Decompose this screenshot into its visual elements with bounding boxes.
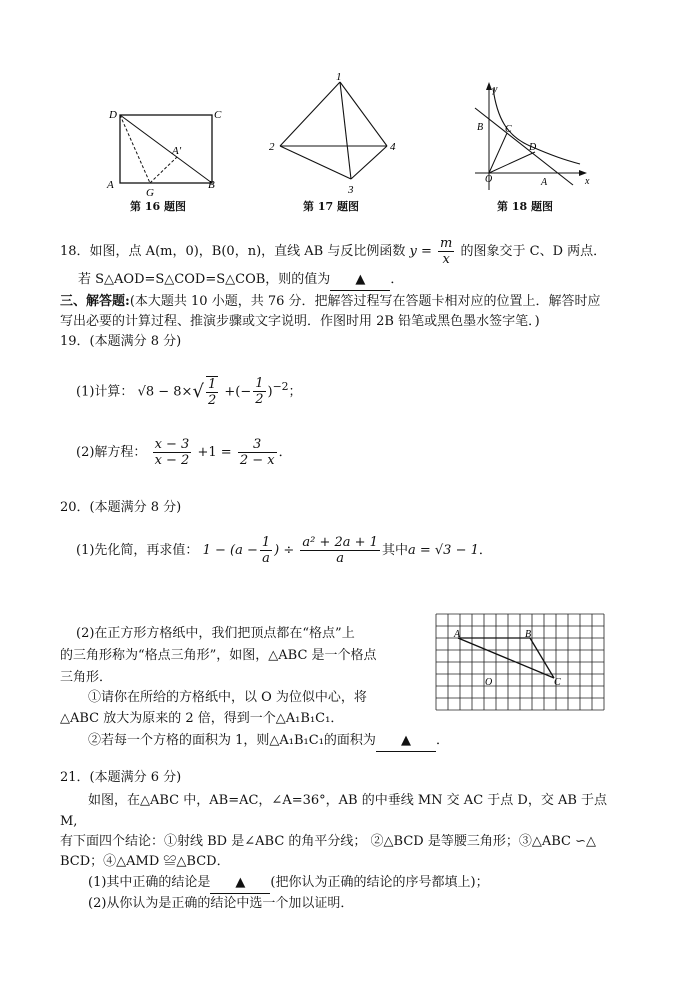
fig18-y-arrow — [486, 82, 492, 90]
fig18-label-o: O — [485, 174, 493, 185]
fig18-seg-oc — [489, 133, 507, 173]
q20-p1-fraction-1: $\frac{1}{a}$ — [261, 535, 271, 566]
fig16-dashed-ga — [150, 157, 177, 183]
q20-p1-expr-a: 1 − (a − — [202, 543, 258, 558]
q19-header: 19．(本题满分 8 分) — [60, 334, 182, 349]
fig17-label-4: 4 — [390, 141, 396, 153]
fig17-edge-1-2 — [280, 82, 340, 146]
fig16-label-c: C — [214, 109, 222, 121]
fig16-fold-dg — [120, 115, 150, 183]
figure-18 — [455, 78, 595, 198]
figure-17 — [265, 72, 405, 197]
section3-text1: (本大题共 10 小题，共 76 分．把解答过程写在答题卡相对应的位置上．解答时应 — [129, 294, 601, 309]
grid-label-o: O — [485, 677, 493, 688]
q21-line3: 有下面四个结论：①射线 BD 是∠ABC 的角平分线； ②△BCD 是等腰三角形；③△ABC ∽△ — [60, 834, 596, 849]
q19-p1-expr-b: +(− — [224, 384, 252, 400]
q20-part1: (1)先化简，再求值： 1 − (a − $\frac{1}{a}$ ) ÷ $\frac{\text{a² + 2a + 1}}{a}$ 其中a = √3 − 1． — [76, 535, 492, 566]
section3-title: 三、解答题: — [60, 294, 130, 309]
q18-line2: 若 S△AOD=S△COD=S△COB，则的值为 ▲ ． — [78, 270, 403, 291]
q20-grid-figure — [434, 612, 614, 718]
q20-p2-line6: ②若每一个方格的面积为 1，则△A₁B₁C₁的面积为 ▲ ． — [88, 731, 449, 752]
q19-p1-label: (1)计算： — [76, 384, 134, 400]
sqrt-sign-icon: √ — [192, 380, 204, 402]
fig18-label-y: y — [493, 84, 498, 95]
q19-p2-left-fraction: $\frac{x - 3}{x - 2}$ — [154, 437, 190, 468]
fig16-label-d: D — [109, 109, 117, 121]
figure-16 — [100, 100, 225, 200]
q20-p2-line3: 三角形． — [60, 670, 113, 685]
fig18-label-b: B — [477, 122, 484, 133]
q20-p1-label: (1)先化简，再求值： — [76, 543, 199, 558]
q21-ask: (1)其中正确的结论是 — [88, 875, 211, 890]
fig16-caption: 第 16 题图 — [130, 200, 186, 213]
fig17-label-1: 1 — [336, 72, 342, 83]
fig17-caption: 第 17 题图 — [303, 200, 359, 213]
q19-p1-expr-a: √8 − 8× — [137, 384, 193, 400]
grid-label-b: B — [525, 629, 532, 640]
fig16-label-g: G — [146, 187, 154, 199]
q18-fn-fraction: $\frac{m}{x}$ — [440, 236, 453, 267]
q21-line4: BCD；④△AMD ≌△BCD． — [60, 854, 230, 869]
q19-p1-sqrt-fraction: $\frac{1}{2}$ — [207, 376, 217, 408]
fig17-label-3: 3 — [348, 184, 354, 196]
q21-line1: 如图，在△ABC 中，AB=AC，∠A=36°，AB 的中垂线 MN 交 AC 于点 D，交 AB 于点 — [88, 793, 608, 808]
q20-p1-where: 其中 — [381, 543, 408, 558]
q19-p2-mid: +1 = — [197, 445, 232, 460]
fig17-label-2: 2 — [269, 141, 275, 153]
q20-header: 20．(本题满分 8 分) — [60, 500, 182, 515]
q21-line5 — [88, 873, 489, 894]
fig18-caption: 第 18 题图 — [497, 200, 553, 213]
q18-answer-blank: ▲ — [330, 270, 390, 291]
fig17-edge-1-3 — [340, 82, 351, 179]
fig16-label-aprime: A′ — [172, 145, 182, 157]
q21-line2: M, — [60, 814, 78, 829]
q19-p1-exponent: −2 — [272, 380, 289, 393]
q20-p1-fraction-2: $\frac{\text{a² + 2a + 1}}{a}$ — [302, 535, 378, 566]
fig17-edge-1-4 — [340, 82, 387, 146]
q21-answer-blank: ▲ — [210, 873, 270, 894]
grid-lines — [436, 614, 604, 710]
grid-label-a: A — [454, 629, 461, 640]
q18-text-b: 的图象交于 C、D 两点． — [460, 244, 607, 259]
fig16-diagonal-db — [120, 115, 212, 183]
fig18-label-c: C — [505, 124, 512, 135]
q18-ask: 的值为 — [291, 272, 331, 287]
fig18-label-d: D — [529, 142, 537, 153]
fig16-label-b: B — [208, 179, 215, 191]
q20-p1-value: a = √3 − 1 — [407, 543, 479, 558]
q20-p2-line5: △ABC 放大为原来的 2 倍，得到一个△A₁B₁C₁． — [60, 711, 344, 726]
q18-condition: 若 S△AOD=S△COD=S△COB，则 — [78, 272, 292, 287]
q21-header: 21．(本题满分 6 分) — [60, 770, 182, 785]
q20-p2-line1: (2)在正方形方格纸中，我们把顶点都在“格点”上 — [76, 626, 355, 641]
triangle-side-bc — [530, 638, 554, 678]
q20-p1-expr-b: ) ÷ — [274, 543, 295, 558]
q20-p2-line4: ①请你在所给的方格纸中，以 O 为位似中心，将 — [88, 690, 367, 705]
fig18-label-a: A — [541, 177, 548, 188]
grid-label-c: C — [554, 677, 561, 688]
q21-hint: (把你认为正确的结论的序号都填上)； — [270, 875, 489, 890]
q18-text-a: 18．如图，点 A(m，0)，B(0，n)，直线 AB 与反比例函数 — [60, 244, 406, 259]
q19-p2-right-fraction: $\frac{3}{2 - x}$ — [239, 437, 275, 468]
section3-line1 — [60, 292, 601, 312]
q18-fn-lhs: y = — [409, 244, 432, 259]
q20-p2-line2: 的三角形称为“格点三角形”，如图，△ABC 是一个格点 — [60, 648, 377, 663]
q21-line6: (2)从你认为是正确的结论中选一个加以证明． — [88, 896, 354, 911]
q20-answer-blank: ▲ — [376, 731, 436, 752]
q19-part1: (1)计算： √8 − 8×√ $\frac{1}{2}$ +(− $\frac{1}{2}$ )$^{-2}$； — [76, 376, 302, 408]
fig17-edge-4-3 — [351, 146, 387, 179]
q19-part2: (2)解方程： $\frac{x - 3}{x - 2}$ +1 = $\frac{3}{2 - x}$ ． — [76, 437, 292, 468]
q18-line1 — [60, 236, 606, 267]
section3-line2: 写出必要的计算过程、推演步骤或文字说明．作图时用 2B 铅笔或黑色墨水签字笔．) — [60, 314, 540, 329]
fig18-label-x: x — [585, 176, 590, 187]
q19-p2-label: (2)解方程： — [76, 445, 147, 460]
q19-p1-fraction: $\frac{1}{2}$ — [255, 376, 264, 408]
fig17-edge-2-3 — [280, 146, 351, 179]
q20-p2-ask: ②若每一个方格的面积为 1，则△A₁B₁C₁的面积为 — [88, 733, 376, 748]
fig16-label-a: A — [107, 179, 114, 191]
fig18-seg-od — [489, 152, 535, 173]
